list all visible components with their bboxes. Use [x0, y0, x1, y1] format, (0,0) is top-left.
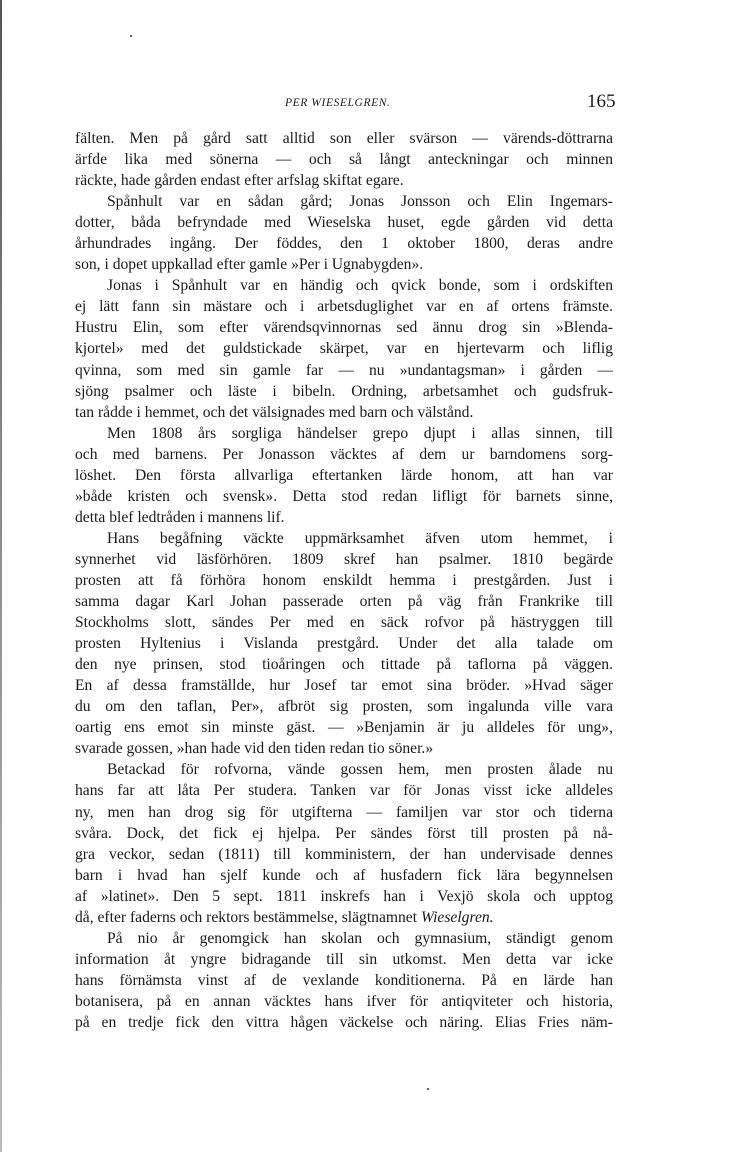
paragraph [75, 128, 613, 191]
text-line: dotter, båda befryndade med Wieselska huset, egde gården vid detta [75, 214, 613, 232]
text-line: sjöng psalmer och läste i bibeln. Ordning, arbetsamhet och gudsfruk- [75, 382, 613, 400]
text-line: Betackad för rofvorna, vände gossen hem, men prosten ålade nu [107, 761, 613, 779]
text-line: du om den taflan, Per», afbröt sig prosten, som ingalunda ville vara [75, 698, 613, 716]
text-line: Men 1808 års sorgliga händelser grepo djupt i allas sinnen, till [107, 424, 613, 442]
paragraph [75, 191, 613, 275]
text-line: synnerhet vid läsförhören. 1809 skref han psalmer. 1810 begärde [75, 550, 613, 568]
running-head [0, 91, 744, 116]
scan-speck [427, 1088, 429, 1090]
paragraph [75, 423, 613, 528]
text-line: Spånhult var en sådan gård; Jonas Jonsson och Elin Ingemars- [107, 193, 613, 211]
text-line: son, i dopet uppkallad efter gamle »Per i Ugnabygden». [75, 256, 424, 274]
text-line: århundrades ingång. Der föddes, den 1 oktober 1800, deras andre [75, 235, 613, 253]
text-line: då, efter faderns och rektors bestämmelse, slägtnamnet Wieselgren. [75, 908, 494, 926]
paragraph [75, 928, 613, 1033]
text-line: samma dagar Karl Johan passerade orten på väg från Frankrike till [75, 593, 613, 611]
text-line: qvinna, som med sin gamle far — nu »undantagsman» i gården — [75, 361, 613, 379]
text-line: tan rådde i hemmet, och det välsignades med barn och välstånd. [75, 403, 474, 421]
paragraph [75, 275, 613, 422]
text-line: räckte, hade gården endast efter arfslag skiftat egare. [75, 172, 404, 190]
text-line: oartig ens emot sin minste gäst. — »Benjamin är ju alldeles för ung», [75, 719, 613, 737]
text-line: En af dessa framställde, hur Josef tar emot sina bröder. »Hvad säger [75, 677, 613, 695]
text-line: barn i hvad han sjelf kunde och af husfadern fick lära begynnelsen [75, 866, 613, 884]
text-line: gra veckor, sedan (1811) till komministern, der han undervisade dennes [75, 845, 613, 863]
text-line: detta blef ledtråden i mannens lif. [75, 508, 285, 526]
scan-speck [130, 35, 132, 37]
text-line: Stockholms slott, sändes Per med en säck rofvor på hästryggen till [75, 614, 613, 632]
running-head-title: PER WIESELGREN. [285, 97, 391, 109]
text-line: botanisera, på en annan väcktes hans ifver för antiqviteter och historia, [75, 992, 613, 1010]
text-line: hans far att låta Per studera. Tanken var för Jonas visst icke alldeles [75, 782, 613, 800]
text-line: svarade gossen, »han hade vid den tiden redan tio söner.» [75, 740, 434, 758]
text-line: kjortel» med det guldstickade skärpet, var en hjertevarm och liflig [75, 340, 613, 358]
text-line: den nye prinsen, stod tioåringen och tittade på taflorna på väggen. [75, 656, 613, 674]
text-line: Jonas i Spånhult var en händig och qvick bonde, som i ordskiften [107, 277, 613, 295]
paragraph [75, 528, 613, 760]
text-line: information åt yngre bidragande till sin utkomst. Men detta var icke [75, 950, 613, 968]
text-line: löshet. Den första allvarliga eftertanken lärde honom, att han var [75, 466, 613, 484]
text-line: ej lätt fann sin mästare och i arbetsduglighet var en af ortens främste. [75, 298, 613, 316]
text-line: och med barnens. Per Jonasson väcktes af dem ur barndomens sorg- [75, 445, 613, 463]
text-line: Hans begåfning väckte uppmärksamhet äfven utom hemmet, i [107, 529, 613, 547]
text-line: ärfde lika med sönerna — och så långt anteckningar och minnen [75, 151, 613, 169]
italic-surname: Wieselgren. [420, 908, 494, 926]
text-line: prosten Hyltenius i Vislanda prestgård. Under det alla talade om [75, 635, 613, 653]
text-line: svåra. Dock, det fick ej hjelpa. Per sändes först till prosten på nå- [75, 824, 613, 842]
text-line: hans förnämsta vinst af de vexlande konditionerna. På en lärde han [75, 971, 613, 989]
text-line: på en tredje fick den vittra hågen väckelse och näring. Elias Fries näm- [75, 1013, 613, 1031]
page-scan-edge [0, 0, 2, 1152]
text-line: af »latinet». Den 5 sept. 1811 inskrefs han i Vexjö skola och upptog [75, 887, 613, 905]
text-line: På nio år genomgick han skolan och gymnasium, ständigt genom [107, 929, 613, 947]
text-line: ny, men han drog sig för utgifterna — familjen var stor och tiderna [75, 803, 613, 821]
body-text [75, 128, 613, 1033]
text-line: prosten att få förhöra honom enskildt hemma i prestgården. Just i [75, 571, 613, 589]
text-line: fälten. Men på gård satt alltid son eller svärson — värends-döttrarna [75, 130, 613, 147]
text-line: Hustru Elin, som efter värendsqvinnornas sed ännu drog sin »Blenda- [75, 319, 613, 337]
text-line: »både kristen och svensk». Detta stod redan lifligt för barnets sinne, [75, 487, 613, 505]
paragraph [75, 759, 613, 927]
page-number: 165 [587, 91, 616, 112]
